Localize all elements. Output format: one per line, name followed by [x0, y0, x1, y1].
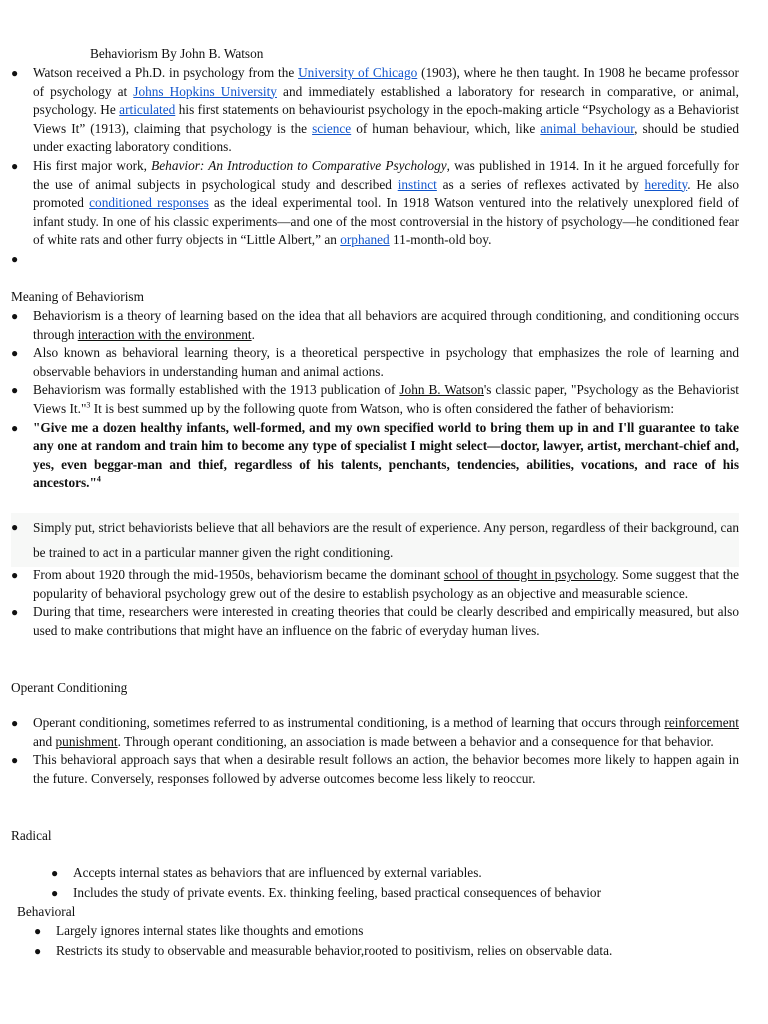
bullet-icon: ● [11, 383, 19, 398]
link-reinforcement[interactable]: reinforcement [664, 715, 739, 730]
list-item: ● His first major work, Behavior: An Introduction to Comparative Psychology, was published in 1914. In it he argued forcefully for the use of animal subjects in psychological study and described instinct as a series of reflexes activated by heredity. He also promoted conditioned responses as the ideal experimental tool. In 1918 Watson ventured into the relatively unexplored field of infant study. In one of his classic experiments—and one of the most controversial in the history of psychology—he conditioned fear of white rats and other furry objects in “Little Albert,” an orphaned 11-month-old boy. [11, 157, 739, 248]
bullet-icon: ● [11, 251, 19, 266]
book-title: Behavior: An Introduction to Comparative Psychology [151, 157, 447, 173]
link-conditioned-responses[interactable]: conditioned responses [89, 195, 209, 211]
bullet-icon: ● [11, 158, 19, 173]
list-item: ● Behaviorism is a theory of learning based on the idea that all behaviors are acquired through conditioning, and conditioning occurs through interaction with the environment. [11, 308, 739, 342]
heading-radical: Radical [11, 828, 52, 843]
link-science[interactable]: science [312, 120, 352, 136]
intro-list [11, 64, 739, 269]
bullet-icon: ● [34, 924, 42, 938]
list-item: ● Accepts internal states as behaviors that are influenced by external variables. [73, 864, 733, 883]
list-item: ● During that time, researchers were interested in creating theories that could be clearly described and empirically measured, but also used to make contributions that might have an influence on the fabric of everyday human lives. [11, 604, 739, 638]
bullet-icon: ● [11, 346, 19, 361]
meaning-list-2 [11, 566, 740, 640]
document-title: Behaviorism By John B. Watson [90, 46, 264, 61]
bullet-icon: ● [51, 885, 59, 900]
bullet-icon: ● [11, 520, 19, 534]
link-johns-hopkins[interactable]: Johns Hopkins University [133, 83, 277, 99]
list-item: ● Restricts its study to observable and measurable behavior,rooted to positivism, relies on observable data. [56, 942, 736, 961]
footnote-ref: 4 [96, 474, 101, 484]
list-item: ● Also known as behavioral learning theory, is a theoretical perspective in psychology that emphasizes the role of learning and observable behaviors in understanding human and animal actions. [11, 345, 739, 379]
bullet-icon: ● [11, 605, 19, 620]
bullet-icon: ● [11, 753, 19, 768]
list-item-empty [11, 250, 739, 269]
link-animal-behaviour[interactable]: animal behaviour [540, 120, 635, 136]
bullet-icon: ● [11, 568, 19, 582]
bullet-icon: ● [11, 716, 19, 730]
behavioral-list [34, 922, 736, 960]
link-punishment[interactable]: punishment [55, 733, 118, 749]
list-item: ● This behavioral approach says that when a desirable result follows an action, the behavior becomes more likely to happen again in the future. Conversely, responses followed by adverse outcomes become less likely to reoccur. [11, 752, 739, 786]
list-item: ● Includes the study of private events. Ex. thinking feeling, based practical consequences of behavior [73, 884, 733, 903]
link-heredity[interactable]: heredity [644, 176, 688, 192]
operant-list [11, 714, 739, 788]
link-school-of-thought[interactable]: school of thought in psychology [443, 567, 616, 582]
list-item: ● Operant conditioning, sometimes referred to as instrumental conditioning, is a method of learning that occurs through reinforcement and punishment. Through operant conditioning, an association is made between a behavior and a consequence for that behavior. [11, 715, 739, 749]
link-university-of-chicago[interactable]: University of Chicago [298, 65, 418, 80]
list-item-highlighted: ● Simply put, strict behaviorists believe that all behaviors are the result of experience. Any person, regardless of their background, can be trained to act in a particular manner given the right conditioning. [11, 513, 739, 567]
list-item: ● Behaviorism was formally established with the 1913 publication of John B. Watson's classic paper, "Psychology as the Behaviorist Views It."$^3$ It is best summed up by the following quote from Watson, who is often considered the father of behaviorism: [11, 382, 739, 416]
link-orphaned[interactable]: orphaned [340, 232, 390, 248]
link-articulated[interactable]: articulated [119, 102, 176, 118]
meaning-list [11, 307, 739, 493]
heading-meaning: Meaning of Behaviorism [11, 289, 144, 304]
heading-operant: Operant Conditioning [11, 680, 128, 695]
bullet-icon: ● [11, 309, 19, 323]
link-instinct[interactable]: instinct [397, 176, 437, 192]
footnote-ref: 3 [86, 400, 91, 410]
bullet-icon: ● [34, 943, 42, 958]
list-item-quote: ● "Give me a dozen healthy infants, well-formed, and my own specified world to bring them up in and I'll guarantee to take any one at random and train him to become any type of specialist I might select—doctor, lawyer, artist, merchant-chief and, yes, even beggar-man and thief, regardless of his talents, penchants, tendencies, abilities, vocations, and race of his ancestors."$^4$ [11, 419, 739, 491]
bullet-icon: ● [51, 866, 59, 880]
bullet-icon: ● [11, 66, 19, 80]
link-interaction-environment[interactable]: interaction with the environment [77, 326, 252, 342]
bullet-icon: ● [11, 420, 19, 435]
heading-behavioral: Behavioral [17, 904, 76, 919]
list-item: ● Watson received a Ph.D. in psychology from the University of Chicago (1903), where he then taught. In 1908 he became professor of psychology at Johns Hopkins University and immediately established a laboratory for research in comparative, or animal, psychology. He articulated his first statements on behaviourist psychology in the epoch-making article “Psychology as a Behaviorist Views It” (1913), claiming that psychology is the science of human behaviour, which, like animal behaviour, should be studied under exacting laboratory conditions. [11, 65, 739, 155]
list-item: ● Largely ignores internal states like thoughts and emotions [56, 922, 736, 941]
link-john-b-watson[interactable]: John B. Watson [399, 382, 484, 398]
radical-list [51, 864, 733, 902]
list-item: ● From about 1920 through the mid-1950s, behaviorism became the dominant school of thought in psychology. Some suggest that the popularity of behavioral psychology grew out of the desire to establish psychology as an objective and measurable science. [11, 567, 740, 601]
